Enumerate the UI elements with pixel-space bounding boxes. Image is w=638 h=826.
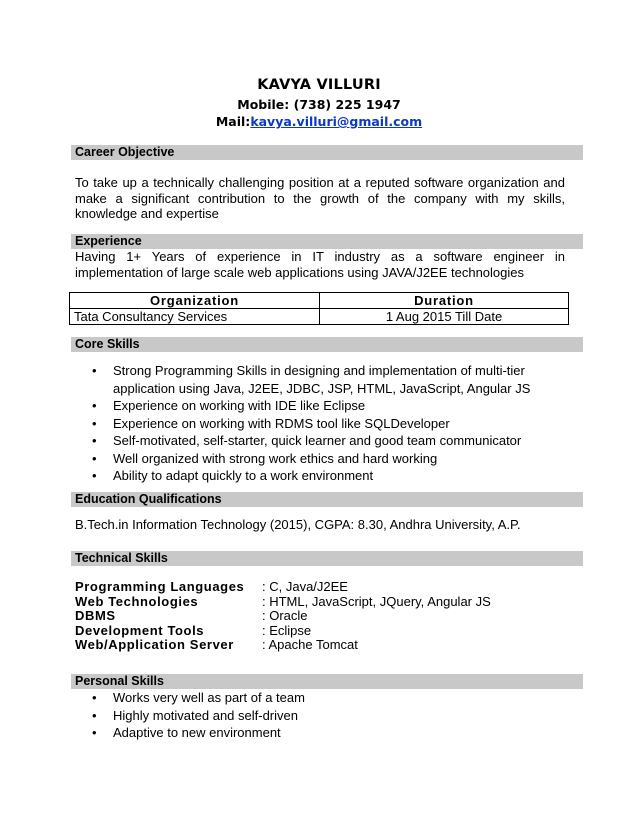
list-item: • Ability to adapt quickly to a work environment (92, 468, 374, 483)
core-skills-list (92, 362, 572, 485)
career-objective-text: To take up a technically challenging position at a reputed software organization and make a significant contribution to the growth of the company with my skills, knowledge and expertise (75, 175, 565, 221)
list-item: • Adaptive to new environment (92, 725, 281, 740)
table-header-row (70, 293, 569, 309)
email-link[interactable]: kavya.villuri@gmail.com (250, 114, 423, 129)
bullet-icon: • (92, 468, 97, 483)
bullet-icon: • (92, 725, 97, 740)
list-item: • Highly motivated and self-driven (92, 707, 298, 723)
list-item: • Self-motivated, self-starter, quick learner and good team communicator (92, 433, 522, 448)
tech-value: : Apache Tomcat (262, 637, 358, 652)
table-header-organization: Organization (70, 293, 320, 309)
bullet-icon: • (92, 398, 97, 413)
bullet-icon: • (92, 450, 97, 466)
email-line (0, 114, 638, 129)
experience-table (69, 292, 569, 325)
tech-key: Web/Application Server (75, 637, 234, 652)
tech-key: Web Technologies (75, 593, 199, 609)
candidate-name: KAVYA VILLURI (257, 77, 381, 93)
list-item: • Works very well as part of a team (92, 690, 305, 705)
tech-key: Development Tools (75, 622, 205, 638)
table-cell-duration: 1 Aug 2015 Till Date (320, 309, 569, 325)
education-text: B.Tech.in Information Technology (2015), CGPA: 8.30, Andhra University, A.P. (75, 517, 521, 532)
experience-text: Having 1+ Years of experience in IT industry as a software engineer in implementation of large scale web applications using JAVA/J2EE technologies (75, 249, 565, 280)
list-item: • Strong Programming Skills in designing and implementation of multi-tier application using Java, J2EE, JDBC, JSP, HTML, JavaScript, Angular JS (92, 363, 531, 396)
list-item: • Well organized with strong work ethics and hard working (92, 450, 438, 466)
table-header-duration: Duration (320, 293, 569, 309)
tech-value: : C, Java/J2EE (262, 579, 348, 594)
section-heading-core-skills: Core Skills (71, 337, 583, 352)
section-heading-technical-skills: Technical Skills (71, 551, 583, 566)
section-heading-experience: Experience (71, 234, 583, 249)
section-heading-personal-skills: Personal Skills (71, 674, 583, 689)
bullet-icon: • (92, 690, 97, 705)
mobile-number: Mobile: (738) 225 1947 (237, 97, 401, 112)
bullet-icon: • (92, 707, 97, 723)
section-heading-career-objective: Career Objective (71, 145, 583, 160)
tech-value: : HTML, JavaScript, JQuery, Angular JS (262, 593, 491, 609)
bullet-icon: • (92, 363, 97, 378)
tech-value: : Oracle (262, 608, 308, 623)
bullet-icon: • (92, 433, 97, 448)
email-label: Mail: (215, 114, 251, 129)
tech-key: Programming Languages (75, 579, 245, 594)
table-cell-organization: Tata Consultancy Services (70, 309, 320, 325)
list-item: • Experience on working with RDMS tool like SQLDeveloper (92, 415, 450, 431)
tech-key: DBMS (75, 608, 116, 623)
list-item: • Experience on working with IDE like Eclipse (92, 398, 366, 413)
bullet-icon: • (92, 415, 97, 431)
personal-skills-list (92, 689, 572, 742)
section-heading-education: Education Qualifications (71, 492, 583, 507)
table-row (70, 309, 569, 325)
tech-value: : Eclipse (262, 622, 312, 638)
